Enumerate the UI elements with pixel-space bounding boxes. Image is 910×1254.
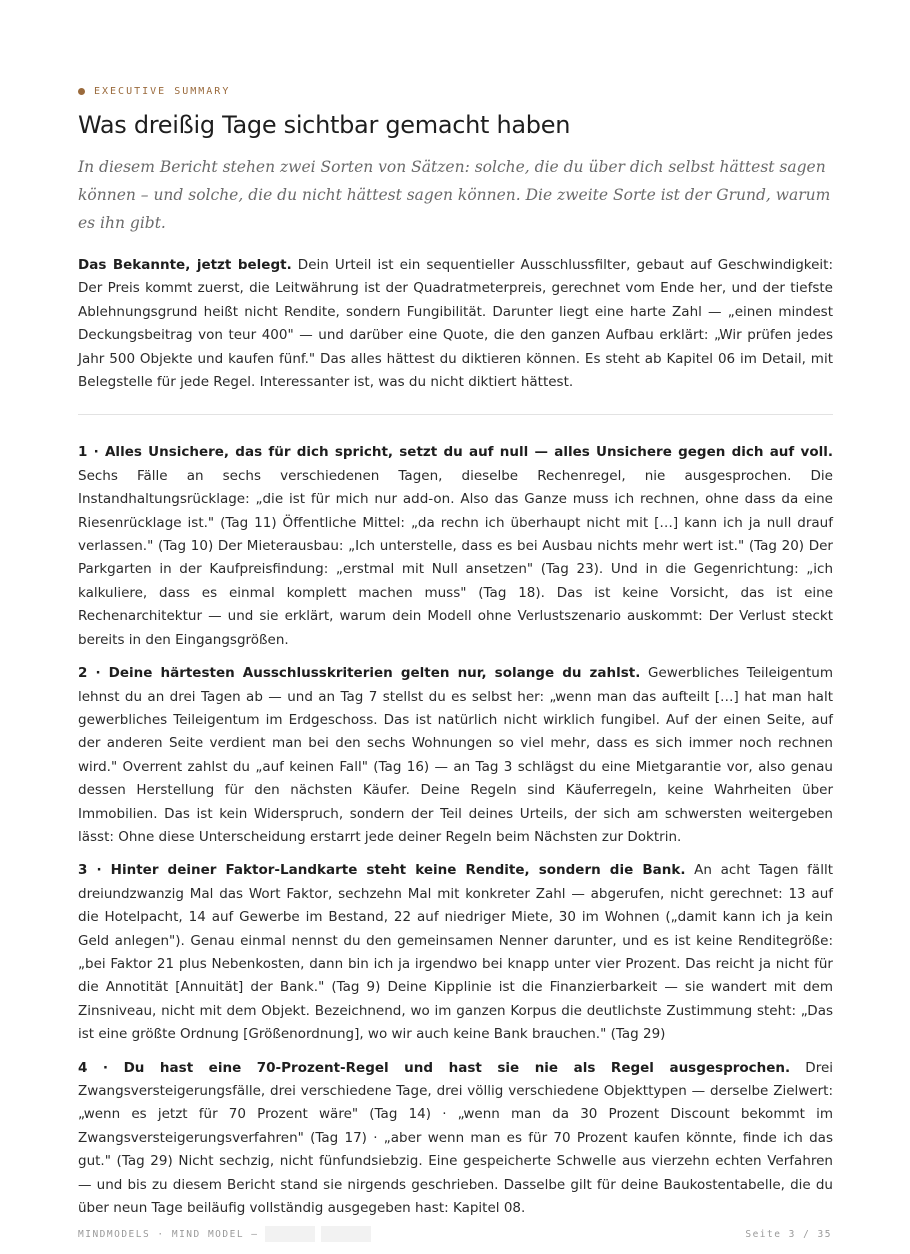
intro-text: Dein Urteil ist ein sequentieller Ausschlussfilter, gebaut auf Geschwindigkeit: Der Preis kommt zuerst, die Leitwährung ist der Quadratmeterpreis, gerechnet vom Ende her, und der tiefste Ablehnungsgrund heißt nicht Rendite, sondern Fungibilität. Darunter liegt eine harte Zahl — „einen mindest Deckungsbeitrag von teur 400" — und darüber eine Quote, die den ganzen Aufbau erklärt: „Wir prüfen jedes Jahr 500 Objekte und kaufen fünf." Das alles hättest du diktieren können. Es steht ab Kapitel 06 im Detail, mit Belegstelle für jede Regel. Interessanter ist, was du nicht diktiert hättest. <box>78 257 833 391</box>
intro-paragraph <box>78 254 833 394</box>
finding-paragraph <box>78 1057 833 1221</box>
section-eyebrow <box>78 86 833 97</box>
finding-paragraph <box>78 859 833 1046</box>
findings-list <box>78 441 833 1220</box>
finding-text: Gewerbliches Teileigentum lehnst du an drei Tagen ab — und an Tag 7 stellst du es selbst her: „wenn man das aufteilt […] hat man halt gewerbliches Teileigentum im Erdgeschoss. Das ist natürlich nicht wirklich fungibel. Auf der einen Seite, auf der anderen Seite verdient man bei den sechs Wohnungen so viel mehr, dass es sich immer noch rechnen wird." Overrent zahlst du „auf keinen Fall" (Tag 16) — an Tag 3 schlägst du eine Mietgarantie vor, also genau dessen Herstellung für den nächsten Käufer. Deine Regeln sind Käuferregeln, keine Wahrheiten über Immobilien. Das ist kein Widerspruch, sondern der Teil deines Urteils, der sich am schwersten weitergeben lässt: Ohne diese Unterscheidung erstarrt jede deiner Regeln beim Nächsten zur Doktrin. <box>78 665 833 845</box>
finding-lead: 3 · Hinter deiner Faktor-Landkarte steht keine Rendite, sondern die Bank. <box>78 862 686 879</box>
redacted-block <box>265 1226 315 1242</box>
page-footer <box>78 1226 832 1242</box>
finding-paragraph <box>78 662 833 849</box>
report-page <box>78 86 833 1230</box>
footer-brand-label: MINDMODELS · MIND MODEL — <box>78 1228 259 1240</box>
finding-text: Drei Zwangsversteigerungsfälle, drei verschiedene Tage, drei völlig verschiedene Objekttypen — derselbe Zielwert: „wenn es jetzt für 70 Prozent wäre" (Tag 14) · „wenn man da 30 Prozent Discount bekommt im Zwangsversteigerungsverfahren" (Tag 17) · „aber wenn man es für 70 Prozent kaufen könnte, finde ich das gut." (Tag 29) Nicht sechzig, nicht fünfundsiebzig. Eine gespeicherte Schwelle aus vierzehn echten Verfahren — und bis zu diesem Bericht stand sie nirgends geschrieben. Dasselbe gilt für deine Baukostentabelle, die du über neun Tage beiläufig vollständig ausgegeben hast: Kapitel 08. <box>78 1059 834 1217</box>
finding-lead: 4 · Du hast eine 70-Prozent-Regel und hast sie nie als Regel ausgesprochen. <box>78 1059 791 1076</box>
eyebrow-label: EXECUTIVE SUMMARY <box>94 86 231 97</box>
page-number: Seite 3 / 35 <box>745 1228 832 1240</box>
bullet-dot-icon <box>78 88 85 95</box>
finding-lead: 1 · Alles Unsichere, das für dich spricht, setzt du auf null — alles Unsichere gegen dich auf voll. <box>78 444 833 461</box>
footer-brand <box>78 1226 371 1242</box>
finding-text: An acht Tagen fällt dreiundzwanzig Mal das Wort Faktor, sechzehn Mal mit konkreter Zahl — abgerufen, nicht gerechnet: 13 auf die Hotelpacht, 14 auf Gewerbe im Bestand, 22 auf niedriger Miete, 30 im Wohnen („damit kann ich ja kein Geld anlegen"). Genau einmal nennst du den gemeinsamen Nenner darunter, und es ist keine Renditegröße: „bei Faktor 21 plus Nebenkosten, dann bin ich ja irgendwo bei knapp unter vier Prozent. Das reicht ja nicht für die Annotität [Annuität] der Bank." (Tag 9) Deine Kipplinie ist die Finanzierbarkeit — sie wandert mit dem Zinsniveau, nicht mit dem Objekt. Bezeichnend, wo im ganzen Korpus die deutlichste Zustimmung steht: „Das ist eine größte Ordnung [Größenordnung], wo wir auch keine Bank brauchen." (Tag 29) <box>78 862 833 1043</box>
redacted-block <box>321 1226 371 1242</box>
section-divider <box>78 414 833 415</box>
intro-lead: Das Bekannte, jetzt belegt. <box>78 257 292 273</box>
finding-text: Sechs Fälle an sechs verschiedenen Tagen, dieselbe Rechenregel, nie ausgesprochen. Die Instandhaltungsrücklage: „die ist für mich nur add-on. Also das Ganze muss ich rechnen, ohne dass da eine Riesenrücklage ist." (Tag 11) Öffentliche Mittel: „da rechn ich überhaupt nicht mit […] kann ich ja null drauf verlassen." (Tag 10) Der Mieterausbau: „Ich unterstelle, dass es bei Ausbau nichts mehr wert ist." (Tag 20) Der Parkgarten in der Kaufpreisfindung: „erstmal mit Null ansetzen" (Tag 23). Und in die Gegenrichtung: „ich kalkuliere, dass es einmal komplett machen muss" (Tag 18). Das ist keine Vorsicht, das ist eine Rechenarchitektur — und sie erklärt, warum dein Modell ohne Verlustszenario auskommt: Der Verlust steckt bereits in den Eingangsgrößen. <box>78 467 833 648</box>
page-title: Was dreißig Tage sichtbar gemacht haben <box>78 111 571 139</box>
lede-paragraph: In diesem Bericht stehen zwei Sorten von Sätzen: solche, die du über dich selbst hättest sagen können – und solche, die du nicht hättest sagen können. Die zweite Sorte ist der Grund, warum es ihn gibt. <box>78 158 831 232</box>
finding-paragraph <box>78 441 833 652</box>
finding-lead: 2 · Deine härtesten Ausschlusskriterien gelten nur, solange du zahlst. <box>78 665 641 682</box>
